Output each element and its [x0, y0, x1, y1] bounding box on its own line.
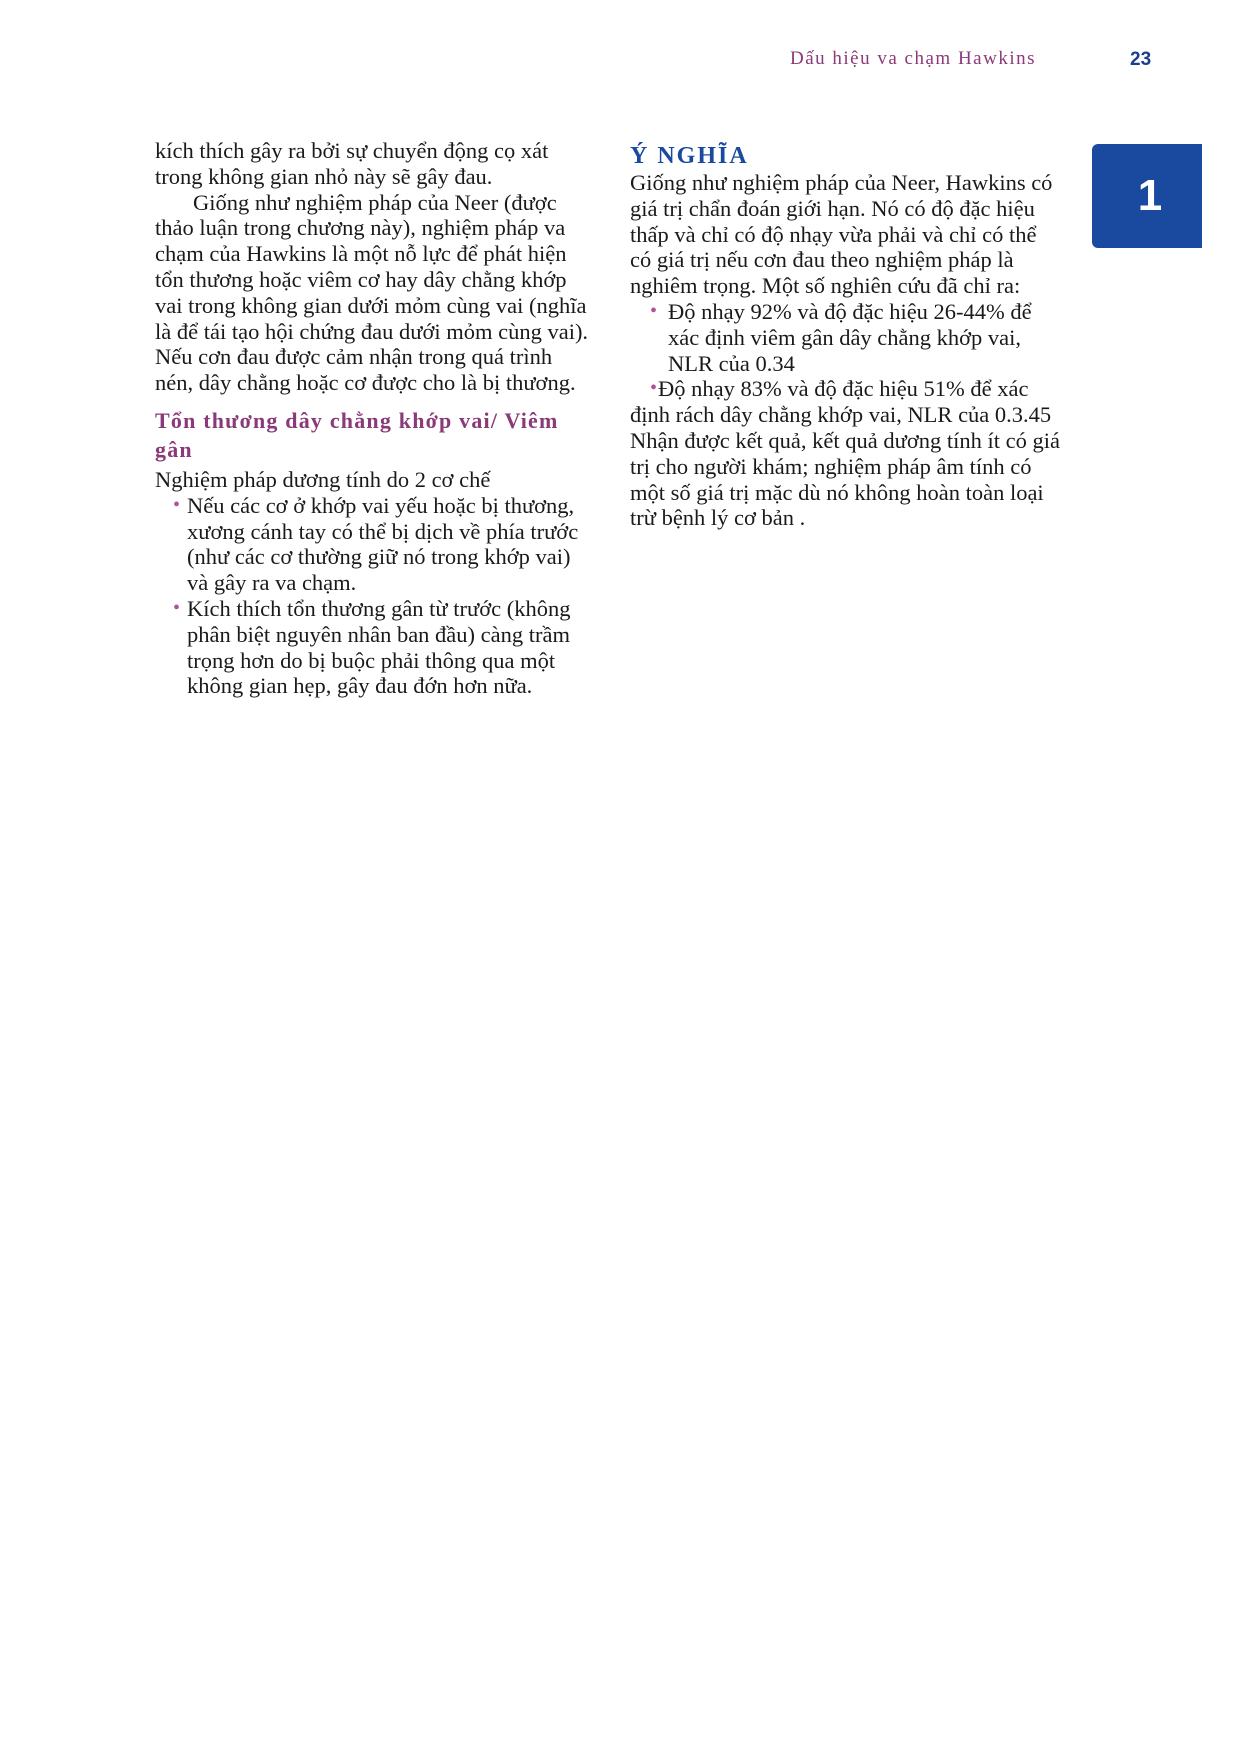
left-paragraph-continued: kích thích gây ra bởi sự chuyển động cọ xát trong không gian nhỏ này sẽ gây đau. — [155, 138, 549, 189]
conclusion-paragraph: Nhận được kết quả, kết quả dương tính ít có giá trị cho người khám; nghiệm pháp âm tính có một số giá trị mặc dù nó không hoàn toàn loại trừ bệnh lý cơ bản . — [630, 427, 1060, 531]
bullet-dot-icon: • — [650, 377, 658, 400]
chapter-tab: 1 — [1092, 144, 1202, 248]
bullet-dot-icon: • — [650, 299, 658, 322]
list-item — [630, 376, 1060, 428]
running-title: Dấu hiệu va chạm Hawkins — [790, 48, 1036, 69]
list-item — [155, 493, 595, 596]
list-item-text: Kích thích tổn thương gân từ trước (không phân biệt nguyên nhân ban đầu) càng trầm trọng hơn do bị buộc phải thông qua một không gian hẹp, gây đau đớn hơn nữa. — [187, 595, 571, 699]
page-number: 23 — [1130, 49, 1152, 70]
list-item-text: Độ nhạy 83% và độ đặc hiệu 51% để xác định rách dây chằng khớp vai, NLR của 0.3.45 — [630, 376, 1052, 428]
mechanisms-intro: Nghiệm pháp dương tính do 2 cơ chế — [155, 466, 491, 492]
significance-paragraph: Giống như nghiệm pháp của Neer, Hawkins có giá trị chẩn đoán giới hạn. Nó có độ đặc hiệu thấp và chỉ có độ nhạy vừa phải và chỉ có thể có giá trị nếu cơn đau theo nghiệm pháp là nghiêm trọng. Một số nghiên cứu đã chỉ ra: — [630, 170, 1053, 299]
list-item — [155, 596, 595, 699]
mechanisms-list — [155, 493, 595, 699]
bullet-dot-icon: • — [173, 493, 181, 516]
list-item-text: Độ nhạy 92% và độ đặc hiệu 26-44% để xác định viêm gân dây chằng khớp vai, NLR của 0.34 — [668, 298, 1032, 376]
list-item — [630, 299, 1060, 376]
section-heading-rotator-cuff: Tổn thương dây chằng khớp vai/ Viêm gân — [155, 407, 559, 462]
list-item-text: Nếu các cơ ở khớp vai yếu hoặc bị thương, xương cánh tay có thể bị dịch về phía trước (như các cơ thường giữ nó trong khớp vai) và gây ra va chạm. — [187, 492, 579, 596]
left-paragraph-neer: Giống như nghiệm pháp của Neer (được thảo luận trong chương này), nghiệm pháp va chạm của Hawkins là một nỗ lực để phát hiện tổn thương hoặc viêm cơ hay dây chằng khớp vai trong không gian dưới mỏm cùng vai (nghĩa là để tái tạo hội chứng đau dưới mỏm cùng vai). Nếu cơn đau được cảm nhận trong quá trình nén, dây chằng hoặc cơ được cho là bị thương. — [155, 189, 589, 396]
left-column — [155, 138, 595, 699]
right-column — [630, 138, 1060, 531]
studies-list — [630, 299, 1060, 428]
bullet-dot-icon: • — [173, 596, 181, 619]
section-heading-significance: Ý NGHĨA — [630, 143, 749, 169]
